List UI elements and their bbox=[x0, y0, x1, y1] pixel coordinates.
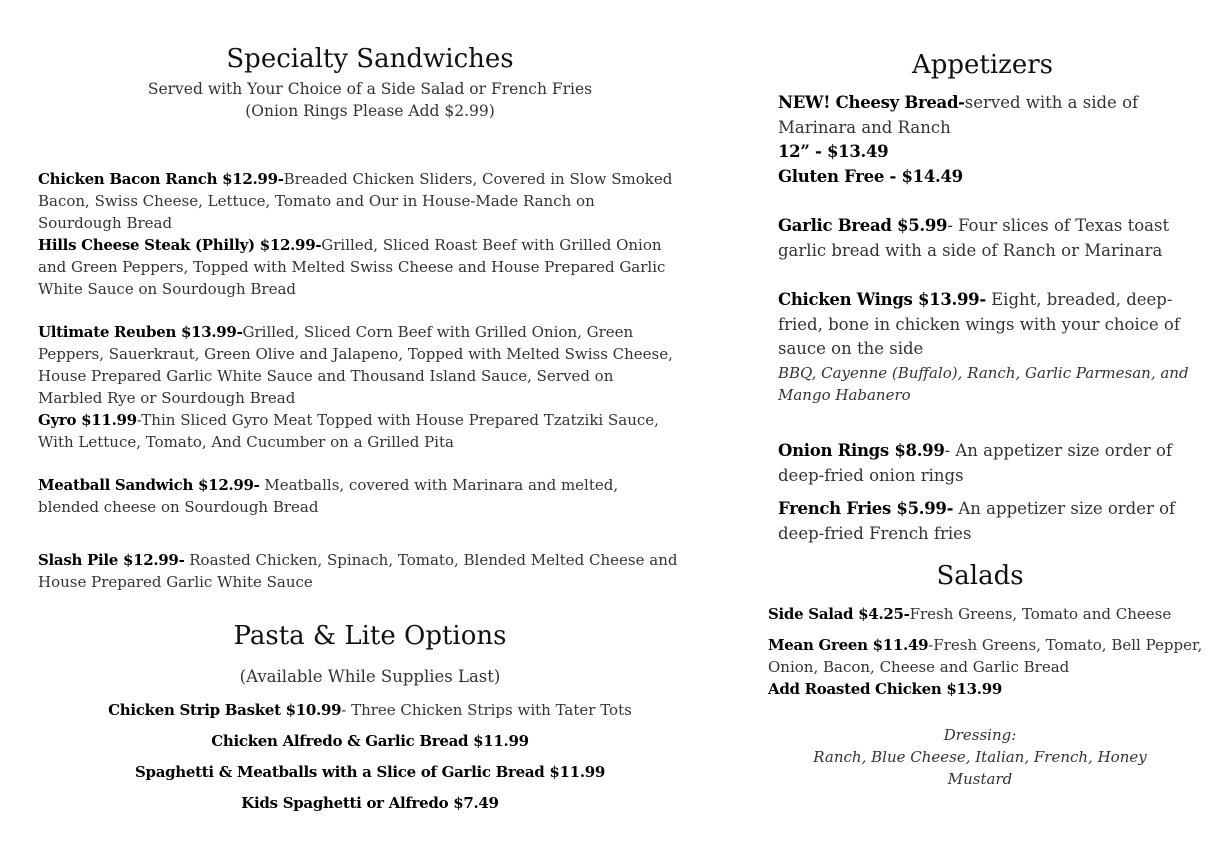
menu-item-name: Mean Green $11.49 bbox=[768, 636, 929, 654]
menu-item-name: Chicken Strip Basket $10.99 bbox=[108, 701, 342, 719]
menu-item-name: Hills Cheese Steak (Philly) $12.99- bbox=[38, 236, 322, 254]
menu-item-slash-pile bbox=[38, 549, 678, 593]
dressing-label: Dressing: bbox=[943, 726, 1017, 744]
menu-item-description: - Three Chicken Strips with Tater Tots bbox=[341, 701, 632, 719]
menu-item-description: Meatballs, covered with Marinara and melted, blended cheese on Sourdough Bread bbox=[38, 476, 619, 516]
menu-item-description: Eight, breaded, deep-fried, bone in chicken wings with your choice of sauce on the side bbox=[778, 290, 1180, 358]
salads-title: Salads bbox=[936, 561, 1024, 591]
menu-item-side-salad bbox=[768, 603, 1203, 625]
menu-item-name: Chicken Alfredo & Garlic Bread $11.99 bbox=[211, 732, 529, 750]
menu-item-name: Add Roasted Chicken $13.99 bbox=[768, 680, 1003, 698]
specialty-sandwiches-title: Specialty Sandwiches bbox=[226, 44, 514, 74]
cheesy-bread-gluten-free-price: Gluten Free - $14.49 bbox=[778, 166, 963, 186]
menu-item-ultimate-reuben bbox=[38, 321, 678, 409]
menu-item-chicken-bacon-ranch bbox=[38, 168, 678, 234]
wing-sauce-options: BBQ, Cayenne (Buffalo), Ranch, Garlic Parmesan, and Mango Habanero bbox=[778, 364, 1189, 404]
menu-item-description: served with a side of Marinara and Ranch bbox=[778, 93, 1139, 137]
menu-item-description: -Thin Sliced Gyro Meat Topped with House Prepared Tzatziki Sauce, With Lettuce, Tomato, And Cucumber on a Grilled Pita bbox=[38, 411, 659, 451]
menu-item-description: - Four slices of Texas toast garlic bread with a side of Ranch or Marinara bbox=[778, 216, 1170, 260]
menu-item-description: Roasted Chicken, Spinach, Tomato, Blended Melted Cheese and House Prepared Garlic White Sauce bbox=[38, 551, 678, 591]
appetizers-title: Appetizers bbox=[911, 50, 1054, 80]
menu-item-spaghetti-meatballs bbox=[40, 761, 700, 783]
menu-item-description: Grilled, Sliced Corn Beef with Grilled Onion, Green Peppers, Sauerkraut, Green Olive and Jalapeno, Topped with Melted Swiss Cheese, House Prepared Garlic White Sauce and Thousand Island Sauce, Served on Marbled Rye or Sourdough Bread bbox=[38, 323, 673, 407]
menu-item-chicken-wings bbox=[778, 288, 1193, 362]
menu-item-description: Grilled, Sliced Roast Beef with Grilled Onion and Green Peppers, Topped with Melted Swiss Cheese and House Prepared Garlic White Sauce on Sourdough Bread bbox=[38, 236, 666, 298]
menu-item-name: Meatball Sandwich $12.99- bbox=[38, 476, 260, 494]
menu-item-name: Slash Pile $12.99- bbox=[38, 551, 185, 569]
pasta-lite-options-title: Pasta & Lite Options bbox=[233, 621, 507, 651]
menu-item-description: - An appetizer size order of deep-fried onion rings bbox=[778, 441, 1173, 485]
menu-item-name: Spaghetti & Meatballs with a Slice of Garlic Bread $11.99 bbox=[134, 763, 606, 781]
menu-item-name: Gyro $11.99 bbox=[38, 411, 137, 429]
menu-item-meatball-sandwich bbox=[38, 474, 678, 518]
pasta-availability-note: (Available While Supplies Last) bbox=[239, 667, 501, 686]
menu-item-mean-green bbox=[768, 634, 1203, 678]
menu-item-name: Onion Rings $8.99 bbox=[778, 441, 945, 460]
menu-item-description: An appetizer size order of deep-fried French fries bbox=[778, 499, 1176, 543]
menu-item-chicken-strip-basket bbox=[40, 699, 700, 721]
menu-item-gyro bbox=[38, 409, 678, 453]
cheesy-bread-size-price: 12” - $13.49 bbox=[778, 142, 889, 161]
menu-item-onion-rings bbox=[778, 439, 1188, 488]
menu-item-kids-spaghetti bbox=[40, 792, 700, 814]
sandwiches-subtitle: Served with Your Choice of a Side Salad or French Fries bbox=[147, 80, 593, 98]
menu-item-hills-cheese-steak bbox=[38, 234, 678, 300]
menu-item-description: Breaded Chicken Sliders, Covered in Slow Smoked Bacon, Swiss Cheese, Lettuce, Tomato and Our in House-Made Ranch on Sourdough Bread bbox=[38, 170, 673, 232]
menu-item-cheesy-bread bbox=[778, 91, 1198, 189]
menu-item-name: Chicken Wings $13.99- bbox=[778, 290, 986, 309]
menu-item-name: Ultimate Reuben $13.99- bbox=[38, 323, 243, 341]
menu-item-name: Kids Spaghetti or Alfredo $7.49 bbox=[241, 794, 499, 812]
menu-item-name: NEW! Cheesy Bread- bbox=[778, 93, 965, 112]
add-roasted-chicken bbox=[768, 678, 1203, 700]
onion-rings-upcharge-note: (Onion Rings Please Add $2.99) bbox=[245, 102, 495, 120]
menu-item-description: -Fresh Greens, Tomato, Bell Pepper, Onion, Bacon, Cheese and Garlic Bread bbox=[768, 636, 1203, 676]
menu-item-name: French Fries $5.99- bbox=[778, 499, 954, 518]
menu-item-french-fries bbox=[778, 497, 1188, 546]
menu-item-description: Fresh Greens, Tomato and Cheese bbox=[909, 605, 1172, 623]
menu-item-name: Chicken Bacon Ranch $12.99- bbox=[38, 170, 284, 188]
menu-item-name: Side Salad $4.25- bbox=[768, 605, 910, 623]
menu-item-name: Garlic Bread $5.99 bbox=[778, 216, 948, 235]
menu-item-chicken-alfredo bbox=[40, 730, 700, 752]
menu-item-garlic-bread bbox=[778, 214, 1188, 263]
dressing-options: Ranch, Blue Cheese, Italian, French, Honey Mustard bbox=[813, 748, 1147, 788]
